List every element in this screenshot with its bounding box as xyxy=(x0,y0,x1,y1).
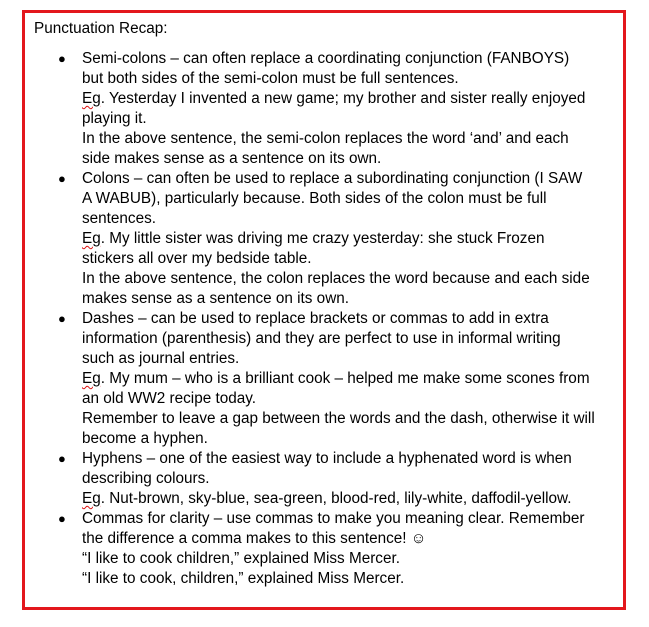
bullet-icon: ● xyxy=(58,311,66,326)
item-text-line: Commas for clarity – use commas to make you meaning clear. Remember xyxy=(82,510,585,527)
item-text-line: Semi-colons – can often replace a coordinating conjunction (FANBOYS) xyxy=(82,50,570,67)
item-text-line: Hyphens – one of the easiest way to include a hyphenated word is when xyxy=(82,450,572,467)
example-line xyxy=(82,369,622,389)
item-text-line: the difference a comma makes to this sentence! ☺ xyxy=(82,530,427,547)
bullet-icon: ● xyxy=(58,51,66,66)
explanation-line: In the above sentence, the semi-colon replaces the word ‘and’ and each xyxy=(82,130,569,147)
item-text-line: “I like to cook, children,” explained Miss Mercer. xyxy=(82,570,405,587)
document-title: Punctuation Recap: xyxy=(34,20,168,37)
example-prefix: Eg xyxy=(82,490,101,507)
item-text-line: information (parenthesis) and they are perfect to use in informal writing xyxy=(82,330,561,347)
explanation-line: In the above sentence, the colon replaces the word because and each side xyxy=(82,270,590,287)
list-item xyxy=(58,169,622,309)
explanation-line: side makes sense as a sentence on its own. xyxy=(82,150,382,167)
list-item xyxy=(58,49,622,169)
bullet-icon: ● xyxy=(58,171,66,186)
example-prefix: Eg xyxy=(82,90,101,107)
list-item xyxy=(58,309,622,449)
item-text-line: describing colours. xyxy=(82,470,210,487)
example-text: . My little sister was driving me crazy yesterday: she stuck Frozen xyxy=(100,230,545,247)
explanation-line: makes sense as a sentence on its own. xyxy=(82,290,349,307)
example-line xyxy=(82,229,622,249)
example-continuation-line: stickers all over my bedside table. xyxy=(82,250,312,267)
example-text: . Nut-brown, sky-blue, sea-green, blood-red, lily-white, daffodil-yellow. xyxy=(100,490,572,507)
item-text-line: “I like to cook children,” explained Miss Mercer. xyxy=(82,550,400,567)
list-item xyxy=(58,509,622,589)
example-text: . My mum – who is a brilliant cook – helped me make some scones from xyxy=(100,370,590,387)
item-text-line: Colons – can often be used to replace a subordinating conjunction (I SAW xyxy=(82,170,583,187)
item-text-line: A WABUB), particularly because. Both sides of the colon must be full xyxy=(82,190,547,207)
example-line xyxy=(82,89,622,109)
explanation-line: Remember to leave a gap between the words and the dash, otherwise it will xyxy=(82,410,595,427)
example-text: . Yesterday I invented a new game; my brother and sister really enjoyed xyxy=(100,90,586,107)
bullet-icon: ● xyxy=(58,451,66,466)
item-text-line: but both sides of the semi-colon must be full sentences. xyxy=(82,70,459,87)
example-prefix: Eg xyxy=(82,230,101,247)
item-text-line: Dashes – can be used to replace brackets or commas to add in extra xyxy=(82,310,549,327)
example-prefix: Eg xyxy=(82,370,101,387)
explanation-line: become a hyphen. xyxy=(82,430,208,447)
example-continuation-line: an old WW2 recipe today. xyxy=(82,390,257,407)
item-text-line: such as journal entries. xyxy=(82,350,240,367)
bullet-icon: ● xyxy=(58,511,66,526)
item-text-line: sentences. xyxy=(82,210,156,227)
list-item xyxy=(58,449,622,509)
example-line xyxy=(82,489,622,509)
bullet-list xyxy=(58,49,622,589)
example-continuation-line: playing it. xyxy=(82,110,147,127)
